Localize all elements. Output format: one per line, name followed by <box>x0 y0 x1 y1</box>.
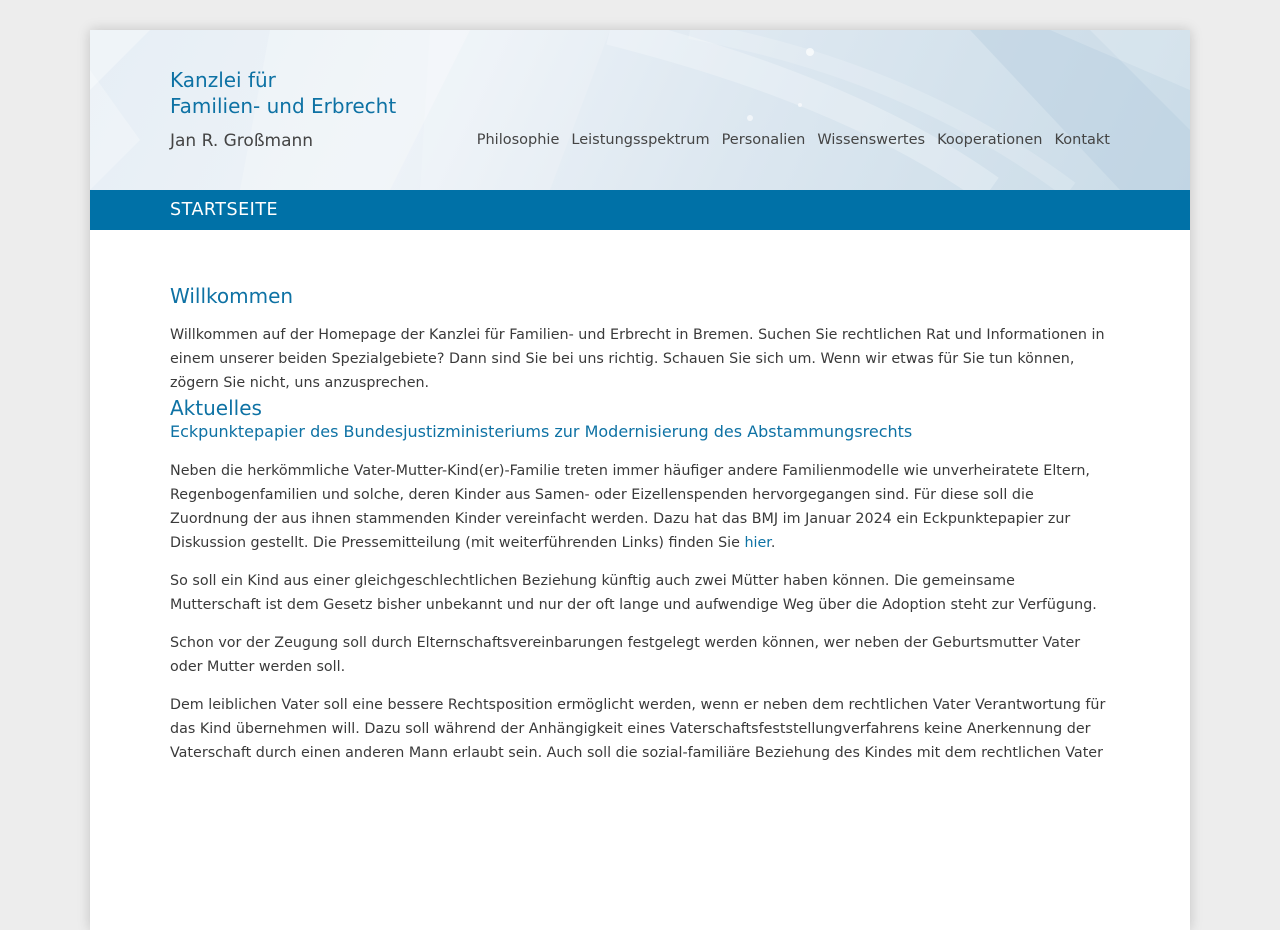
welcome-text: Willkommen auf der Homepage der Kanzlei für Familien- und Erbrecht in Bremen. Suchen Sie rechtlichen Rat und Informationen in einem unserer beiden Spezialgebiete? Dann sind Sie bei uns richtig. Schauen Sie sich um. Wenn wir etwas für Sie tun können, zögern Sie nicht, uns anzusprechen. <box>170 327 1105 391</box>
nav-item-kontakt[interactable]: Kontakt <box>1054 132 1110 148</box>
nav-item-leistungsspektrum[interactable]: Leistungsspektrum <box>571 132 710 148</box>
nav-item-wissenswertes[interactable]: Wissenswertes <box>817 132 926 148</box>
news-paragraph-end: . <box>770 535 776 551</box>
site-header <box>90 30 1190 190</box>
news-paragraph: So soll ein Kind aus einer gleichgeschlechtlichen Beziehung künftig auch zwei Mütter haben können. Die gemeinsame Mutterschaft ist dem Gesetz bisher unbekannt und nur der oft lange und aufwendige Weg über die Adoption steht zur Verfügung. <box>170 573 1097 613</box>
news-heading: Aktuelles <box>170 396 262 420</box>
news-paragraph: Schon vor der Zeugung soll durch Elternschaftsvereinbarungen festgelegt werden können, wer neben der Geburtsmutter Vater oder Mutter werden soll. <box>170 635 1081 675</box>
site-brand[interactable] <box>170 67 396 119</box>
press-release-link[interactable]: hier <box>744 535 771 551</box>
nav-item-personalien[interactable]: Personalien <box>721 132 806 148</box>
page-section-title: STARTSEITE <box>90 190 1190 230</box>
welcome-heading: Willkommen <box>170 284 294 308</box>
news-paragraph <box>170 459 1110 555</box>
news-paragraph: Dem leiblichen Vater soll eine bessere Rechtsposition ermöglicht werden, wenn er neben dem rechtlichen Vater Verantwortung für das Kind übernehmen will. Dazu soll während der Anhängigkeit eines Vaterschaftsfeststellungverfahrens keine Anerkennung der Vaterschaft durch einen anderen Mann erlaubt sein. Auch soll die sozial-familiäre Beziehung des Kindes mit dem rechtlichen Vater <box>170 697 1106 761</box>
main-nav <box>477 132 1110 148</box>
main-content <box>90 230 1190 765</box>
brand-line-1: Kanzlei für <box>170 68 276 92</box>
nav-item-kooperationen[interactable]: Kooperationen <box>937 132 1043 148</box>
nav-item-philosophie[interactable]: Philosophie <box>476 132 560 148</box>
news-article-title: Eckpunktepapier des Bundesjustizministeriums zur Modernisierung des Abstammungsrechts <box>170 422 913 441</box>
page <box>90 30 1190 930</box>
brand-line-2: Familien- und Erbrecht <box>170 94 397 118</box>
news-paragraph-text: Neben die herkömmliche Vater-Mutter-Kind(er)-Familie treten immer häufiger andere Familienmodelle wie unverheiratete Eltern, Regenbogenfamilien und solche, deren Kinder aus Samen- oder Eizellenspenden hervorgegangen sind. Für diese soll die Zuordnung der aus ihnen stammenden Kinder vereinfacht werden. Dazu hat das BMJ im Januar 2024 ein Eckpunktepapier zur Diskussion gestellt. Die Pressemitteilung (mit weiterführenden Links) finden Sie <box>170 463 1090 551</box>
owner-name: Jan R. Großmann <box>170 131 314 151</box>
